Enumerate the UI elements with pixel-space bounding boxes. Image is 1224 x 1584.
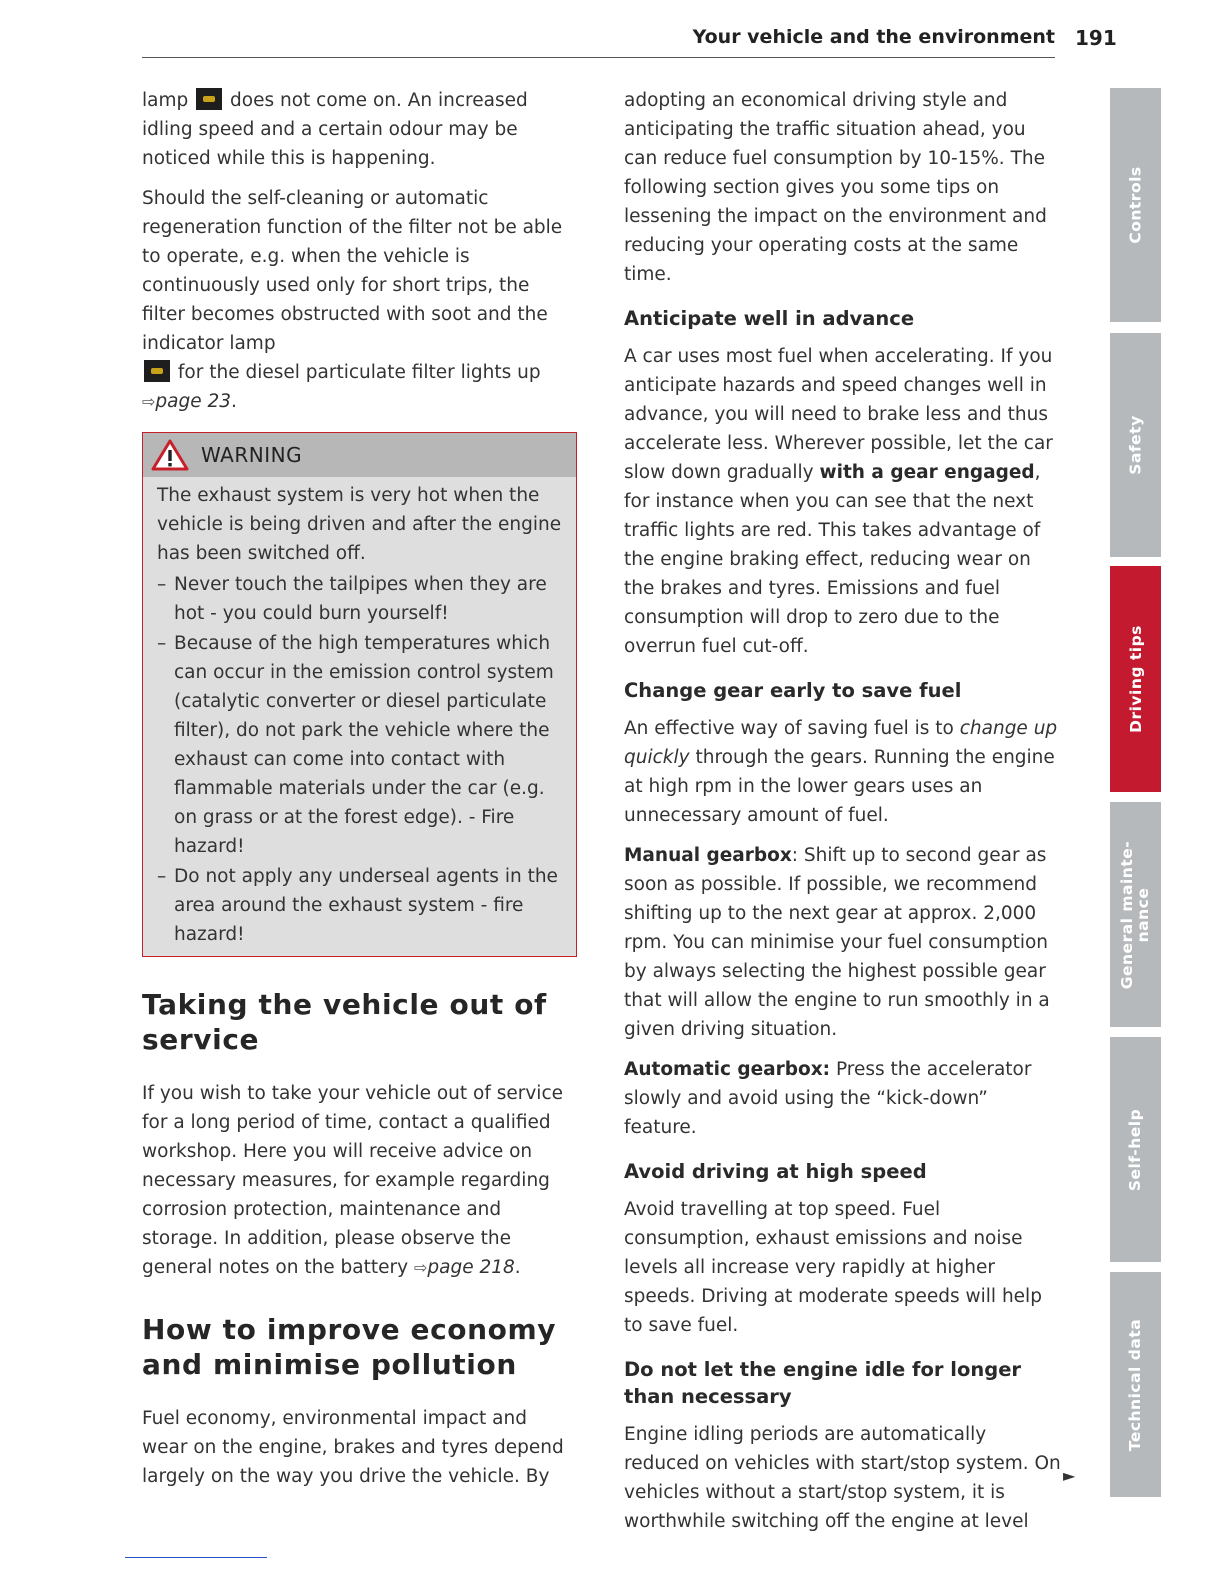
paragraph-anticipate: A car uses most fuel when accelerating. If you anticipate hazards and speed changes well in advance, you will need to brake less and thus accelerate less. Wherever possible, let the car slow down gradually with a gear engaged, for instance when you can see that the next traffic lights are red. This takes advantage of the engine braking effect, reducing wear on the brakes and tyres. Emissions and fuel consumption will drop to zero due to the overrun fuel cut-off. bbox=[624, 346, 1053, 657]
paragraph-regeneration: Should the self-cleaning or automatic regeneration function of the filter not be able to operate, e.g. when the vehicle is continuously used only for short trips, the filter becomes obstructed with soot and the indicator lamp for the diesel particulate filter lights up ⇨page 23. bbox=[142, 188, 563, 412]
section-heading-economy: How to improve economy and minimise pollution bbox=[142, 1313, 557, 1381]
page-reference-link[interactable]: page 23 bbox=[155, 391, 232, 412]
warning-header bbox=[143, 433, 576, 477]
tab-label: Driving tips bbox=[1126, 625, 1145, 733]
header-title: Your vehicle and the environment bbox=[692, 26, 1055, 48]
warning-item: – Do not apply any underseal agents in the area around the exhaust system - fire hazard! bbox=[157, 862, 564, 949]
subheading-speed: Avoid driving at high speed bbox=[624, 1160, 927, 1183]
page-reference-link[interactable]: page 218 bbox=[427, 1257, 515, 1278]
arrow-right-icon: ⇨ bbox=[413, 1258, 428, 1277]
warning-triangle-icon bbox=[151, 439, 189, 471]
tab-technical-data[interactable] bbox=[1110, 1272, 1161, 1497]
continue-arrow-icon: ► bbox=[1063, 1466, 1076, 1485]
page-number: 191 bbox=[1075, 26, 1117, 50]
left-column bbox=[142, 86, 577, 1502]
tab-label: Self-help bbox=[1126, 1108, 1145, 1191]
paragraph-speed: Avoid travelling at top speed. Fuel consumption, exhaust emissions and noise levels all increase very rapidly at higher speeds. Driving at moderate speeds will help to save fuel. bbox=[624, 1199, 1042, 1336]
tab-self-help[interactable] bbox=[1110, 1037, 1161, 1262]
warning-label: WARNING bbox=[201, 443, 303, 467]
subheading-anticipate: Anticipate well in advance bbox=[624, 307, 915, 330]
header-divider bbox=[142, 57, 1055, 58]
paragraph-economy: Fuel economy, environmental impact and wear on the engine, brakes and tyres depend largely on the way you drive the vehicle. By bbox=[142, 1408, 564, 1487]
paragraph-automatic-gearbox: Automatic gearbox: Press the accelerator slowly and avoid using the “kick-down” feature. bbox=[624, 1059, 1032, 1138]
tab-safety[interactable] bbox=[1110, 333, 1161, 557]
tab-label: Controls bbox=[1126, 166, 1145, 244]
warning-body bbox=[143, 477, 576, 956]
footer-rule bbox=[125, 1557, 267, 1558]
tab-label: General mainte- nance bbox=[1118, 840, 1153, 989]
subheading-idle: Do not let the engine idle for longer than necessary bbox=[624, 1358, 1022, 1408]
warning-item: – Never touch the tailpipes when they are hot - you could burn yourself! bbox=[157, 570, 564, 628]
diesel-particulate-filter-icon bbox=[144, 360, 170, 382]
tab-label: Technical data bbox=[1126, 1318, 1145, 1451]
arrow-right-icon: ⇨ bbox=[142, 392, 156, 411]
paragraph-intro: adopting an economical driving style and anticipating the traffic situation ahead, you can reduce fuel consumption by 10-15%. The following section gives you some tips on lessening the impact on the environment and reducing your operating costs at the same time. bbox=[624, 90, 1047, 285]
paragraph-gear: An effective way of saving fuel is to change up quickly through the gears. Running the engine at high rpm in the lower gears uses an unnecessary amount of fuel. bbox=[624, 718, 1058, 826]
tab-general-maintenance[interactable] bbox=[1110, 802, 1161, 1027]
paragraph-lamp: lamp does not come on. An increased idling speed and a certain odour may be noticed while this is happening. bbox=[142, 90, 528, 169]
paragraph-service: If you wish to take your vehicle out of service for a long period of time, contact a qualified workshop. Here you will receive advice on necessary measures, for example regarding corrosion protection, maintenance and storage. In addition, please observe the general notes on the battery ⇨page 218. bbox=[142, 1083, 564, 1278]
subheading-gear: Change gear early to save fuel bbox=[624, 679, 962, 702]
section-heading-service: Taking the vehicle out of service bbox=[142, 988, 547, 1056]
warning-lead: The exhaust system is very hot when the vehicle is being driven and after the engine has been switched off. bbox=[157, 485, 562, 564]
warning-item: – Because of the high temperatures which can occur in the emission control system (catalytic converter or diesel particulate filter), do not park the vehicle where the exhaust can come into contact with flammable materials under the car (e.g. on grass or at the forest edge). - Fire hazard! bbox=[157, 629, 564, 861]
tab-controls[interactable] bbox=[1110, 88, 1161, 322]
paragraph-manual-gearbox: Manual gearbox: Shift up to second gear as soon as possible. If possible, we recommend shifting up to the next gear at approx. 2,000 rpm. You can minimise your fuel consumption by always selecting the highest possible gear that will allow the engine to run smoothly in a given driving situation. bbox=[624, 845, 1050, 1040]
tab-driving-tips[interactable] bbox=[1110, 566, 1161, 792]
diesel-particulate-filter-icon bbox=[196, 88, 222, 110]
tab-label: Safety bbox=[1126, 415, 1145, 475]
warning-list bbox=[157, 570, 564, 949]
warning-box bbox=[142, 432, 577, 957]
right-column bbox=[624, 86, 1062, 1547]
paragraph-idle: Engine idling periods are automatically reduced on vehicles with start/stop system. On vehicles without a start/stop system, it is worthwhile switching off the engine at level bbox=[624, 1424, 1061, 1532]
